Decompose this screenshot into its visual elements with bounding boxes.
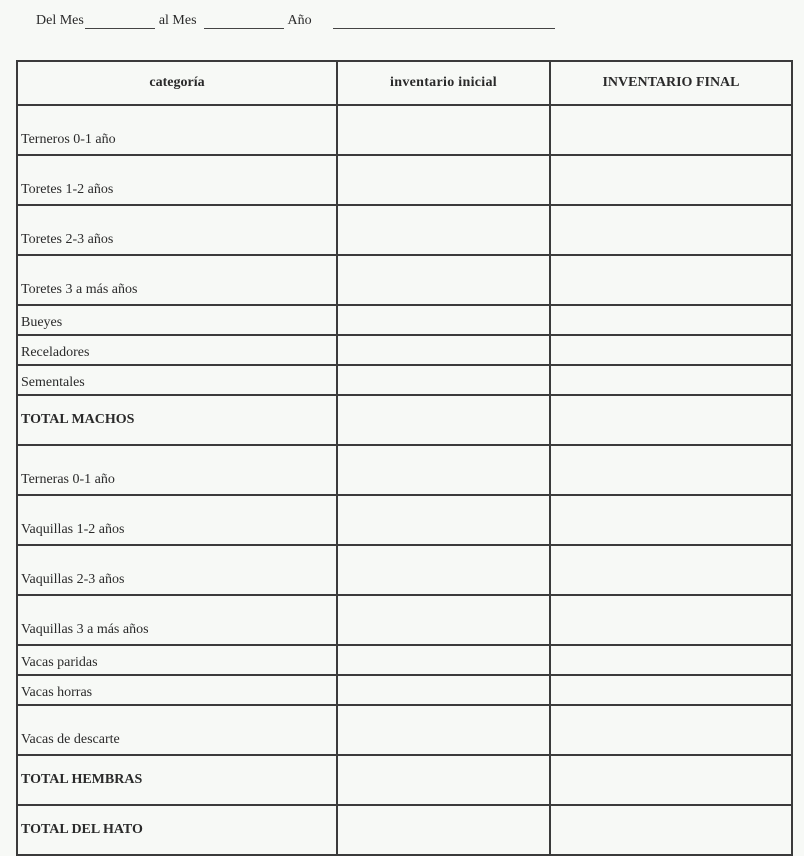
table-row [17,675,792,705]
table-row [17,305,792,335]
inventario-inicial-cell[interactable] [337,495,550,545]
inventario-inicial-cell[interactable] [337,645,550,675]
table-row [17,255,792,305]
category-cell: Toretes 2-3 años [17,205,337,255]
inventario-final-cell[interactable] [550,755,792,805]
inventario-final-cell[interactable] [550,645,792,675]
inventario-final-cell[interactable] [550,805,792,855]
category-cell: Terneros 0-1 año [17,105,337,155]
inventario-inicial-cell[interactable] [337,705,550,755]
del-mes-label: Del Mes [36,13,84,28]
inventario-final-cell[interactable] [550,705,792,755]
column-header-inventario-final: INVENTARIO FINAL [550,61,792,105]
table-row [17,495,792,545]
table-row [17,545,792,595]
inventario-inicial-cell[interactable] [337,545,550,595]
category-cell: Terneras 0-1 año [17,445,337,495]
column-header-inventario-inicial: inventario inicial [337,61,550,105]
inventario-final-cell[interactable] [550,595,792,645]
inventario-final-cell[interactable] [550,105,792,155]
category-cell: Vacas de descarte [17,705,337,755]
inventario-inicial-cell[interactable] [337,395,550,445]
inventario-final-cell[interactable] [550,255,792,305]
inventario-inicial-cell[interactable] [337,205,550,255]
inventario-final-cell[interactable] [550,495,792,545]
inventory-table [16,60,793,856]
al-mes-label: al Mes [158,13,197,28]
inventario-final-cell[interactable] [550,445,792,495]
anio-field[interactable] [333,14,555,29]
period-header [36,9,559,29]
table-row [17,755,792,805]
category-cell: Vacas paridas [17,645,337,675]
column-header-categoria: categoría [17,61,337,105]
category-cell: Sementales [17,365,337,395]
del-mes-field[interactable] [85,14,155,29]
table-header-row [17,61,792,105]
table-row [17,205,792,255]
inventario-final-cell[interactable] [550,305,792,335]
table-row [17,595,792,645]
category-cell: Receladores [17,335,337,365]
inventario-final-cell[interactable] [550,365,792,395]
inventario-inicial-cell[interactable] [337,675,550,705]
category-cell: TOTAL DEL HATO [17,805,337,855]
category-cell: Vaquillas 2-3 años [17,545,337,595]
inventario-inicial-cell[interactable] [337,365,550,395]
al-mes-field[interactable] [204,14,284,29]
inventario-inicial-cell[interactable] [337,805,550,855]
inventario-inicial-cell[interactable] [337,155,550,205]
category-cell: TOTAL MACHOS [17,395,337,445]
table-row [17,645,792,675]
inventario-inicial-cell[interactable] [337,595,550,645]
category-cell: Toretes 1-2 años [17,155,337,205]
table-row [17,155,792,205]
table-row [17,705,792,755]
inventario-inicial-cell[interactable] [337,335,550,365]
inventario-inicial-cell[interactable] [337,255,550,305]
table-row [17,445,792,495]
inventario-final-cell[interactable] [550,335,792,365]
table-row [17,335,792,365]
category-cell: Toretes 3 a más años [17,255,337,305]
anio-label: Año [287,13,312,28]
category-cell: Vacas horras [17,675,337,705]
inventario-final-cell[interactable] [550,675,792,705]
category-cell: Bueyes [17,305,337,335]
inventario-inicial-cell[interactable] [337,755,550,805]
inventario-final-cell[interactable] [550,395,792,445]
inventario-inicial-cell[interactable] [337,105,550,155]
category-cell: Vaquillas 1-2 años [17,495,337,545]
table-row [17,395,792,445]
table-row [17,805,792,855]
inventario-final-cell[interactable] [550,545,792,595]
inventario-inicial-cell[interactable] [337,305,550,335]
category-cell: Vaquillas 3 a más años [17,595,337,645]
table-row [17,105,792,155]
inventario-inicial-cell[interactable] [337,445,550,495]
table-row [17,365,792,395]
inventario-final-cell[interactable] [550,155,792,205]
inventario-final-cell[interactable] [550,205,792,255]
category-cell: TOTAL HEMBRAS [17,755,337,805]
